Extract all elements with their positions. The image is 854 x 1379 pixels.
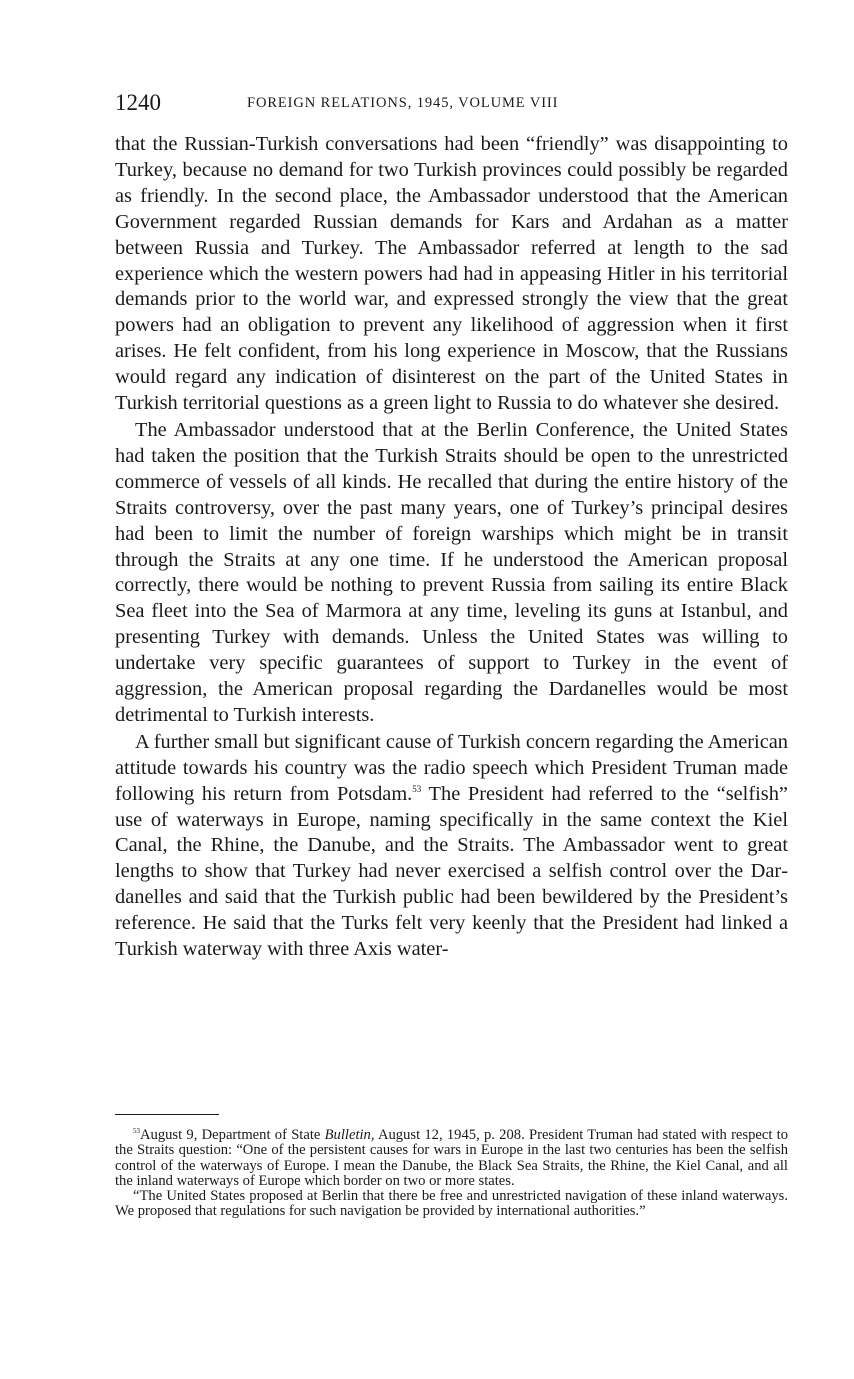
footnote-text-end: August 12, 1945, p. 208. President Truman had stated with respect to the Straits question: “One of the persistent causes for wars in Europe in the last two centuries has been the selfish control of the waterways of Europe. I mean the Danube, the Black Sea Straits, the Rhine, the Kiel Canal, and all the inland waterways of Europe which border on two or more states. [115,1127,789,1189]
running-head-title: FOREIGN RELATIONS, 1945, VOLUME VIII [247,95,559,111]
footnote-text-start: August 9, Department of State [140,1127,325,1143]
page-number: 1240 [115,90,161,115]
footnote-53-continuation: “The United States proposed at Berlin that there be free and unrestricted navigation of these inland waterways. We proposed that regulations for such navigation be provided by international authorities.” [115,1188,788,1220]
paragraph-1: that the Russian-Turkish conversations had been “friendly” was disappointing to Turkey, because no demand for two Turkish provinces could possibly be regarded as friendly. In the second place, the Ambassador understood that the American Government regarded Russian demands for Kars and Ardahan as a matter between Russia and Turkey. The Ambassador referred at length to the sad experience which the western powers had had in appeasing Hitler in his territorial demands prior to the world war, and expressed strongly the view that the great powers had an obligation to prevent any likelihood of aggression when it first arises. He felt confident, from his long experience in Moscow, that the Russians would regard any indication of disinterest on the part of the United States in Turkish territorial questions as a green light to Russia to do whatever she desired. [115,133,788,415]
running-head [115,88,788,118]
footnote-reference: 53 [412,783,422,794]
footnote-53 [115,1128,788,1189]
paragraph-3-text-end: The President had referred to the “selfish” use of waterways in Europe, naming specifically in the same context the Kiel Canal, the Rhine, the Danube, and the Straits. The Ambassador went to great lengths to show that Turkey had never exercised a selfish control over the Dardanelles and said that the Turkish public had been bewildered by the President’s reference. He said that the Turks felt very keenly that the President had linked a Turkish waterway with three Axis water- [115,782,788,961]
body-text [115,132,788,963]
document-page [115,88,788,963]
footnotes [115,1128,788,1220]
paragraph-3 [115,730,788,963]
paragraph-3-text-start: A further small but significant cause of Turkish concern regarding the American attitude towards his country was the radio speech which President Truman made following his return from Potsdam. [115,730,788,805]
footnote-number: 53 [133,1127,140,1135]
footnote-separator [115,1114,219,1115]
footnote-italic-title: Bulletin, [324,1127,375,1143]
paragraph-2: The Ambassador understood that at the Berlin Conference, the United States had taken the position that the Turkish Straits should be open to the unrestricted commerce of vessels of all kinds. He recalled that during the entire history of the Straits controversy, over the past many years, one of Turkey’s principal desires had been to limit the number of foreign warships which might be in transit through the Straits at any one time. If he understood the American proposal correctly, there would be nothing to prevent Russia from sailing its entire Black Sea fleet into the Sea of Marmora at any time, leveling its guns at Istanbul, and presenting Turkey with demands. Unless the United States was willing to undertake very specific guarantees of support to Turkey in the event of aggression, the American proposal regarding the Dardanelles would be most detrimental to Turkish interests. [115,418,788,726]
